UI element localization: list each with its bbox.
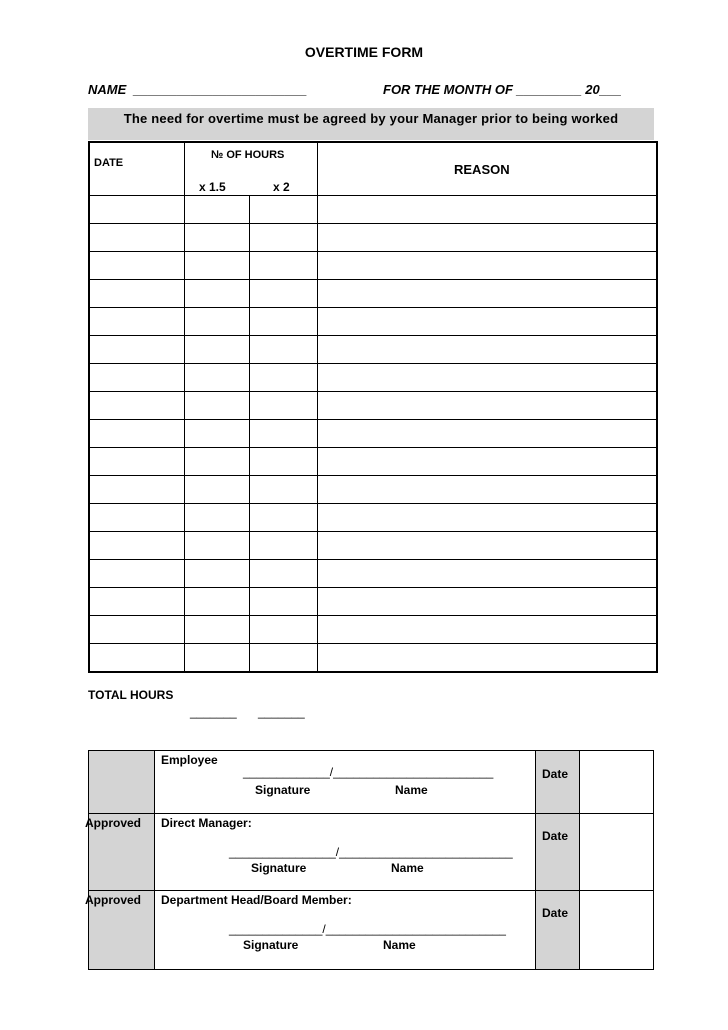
hours-1-5-cell[interactable] [185, 448, 250, 476]
hours-1-5-cell[interactable] [185, 504, 250, 532]
table-row [89, 560, 657, 588]
table-row [89, 420, 657, 448]
hours-1-5-cell[interactable] [185, 616, 250, 644]
date-cell[interactable] [89, 420, 185, 448]
total-hours-label: TOTAL HOURS [88, 688, 174, 702]
name-label: Name [383, 938, 416, 952]
approval-row-department-head [89, 891, 654, 970]
reason-cell[interactable] [318, 196, 658, 224]
date-cell[interactable] [89, 644, 185, 673]
table-row [89, 448, 657, 476]
date-cell[interactable] [89, 616, 185, 644]
table-row [89, 644, 657, 673]
date-cell[interactable] [89, 560, 185, 588]
reason-cell[interactable] [318, 224, 658, 252]
hours-header: № OF HOURS [211, 149, 285, 161]
table-row [89, 392, 657, 420]
approval-body-cell [155, 891, 536, 970]
table-row [89, 532, 657, 560]
hours-1-5-cell[interactable] [185, 196, 250, 224]
reason-cell[interactable] [318, 504, 658, 532]
form-title: OVERTIME FORM [304, 44, 424, 60]
signature-name-field[interactable]: ______________/___________________________ [229, 922, 506, 936]
approved-label-cell [85, 891, 155, 970]
signature-label: Signature [243, 938, 299, 952]
total-hours-2-field[interactable]: _______ [258, 705, 305, 719]
table-row [89, 308, 657, 336]
table-row [89, 280, 657, 308]
reason-cell[interactable] [318, 392, 658, 420]
reason-header: REASON [454, 162, 510, 177]
reason-cell[interactable] [318, 280, 658, 308]
approval-row-employee [89, 751, 654, 814]
overtime-notice: The need for overtime must be agreed by your Manager prior to being worked [88, 108, 654, 140]
date-label-cell [536, 891, 580, 970]
table-row [89, 336, 657, 364]
reason-cell[interactable] [318, 252, 658, 280]
hours-1-5-cell[interactable] [185, 532, 250, 560]
month-field[interactable]: FOR THE MONTH OF _________ 20___ [383, 82, 622, 97]
reason-cell[interactable] [318, 336, 658, 364]
date-cell[interactable] [89, 196, 185, 224]
table-row [89, 588, 657, 616]
role-label: Department Head/Board Member: [161, 893, 352, 907]
hours-2-cell[interactable] [250, 392, 318, 420]
reason-header-cell [318, 142, 658, 196]
reason-cell[interactable] [318, 364, 658, 392]
hours-1-5-cell[interactable] [185, 224, 250, 252]
hours-2-cell[interactable] [250, 252, 318, 280]
hours-1-5-cell[interactable] [185, 392, 250, 420]
approved-label-cell [85, 814, 155, 891]
hours-header-cell [185, 142, 318, 196]
approved-label-cell [89, 751, 155, 814]
table-row [89, 196, 657, 224]
hours-2-cell[interactable] [250, 476, 318, 504]
hours-2-cell[interactable] [250, 308, 318, 336]
hours-2-cell[interactable] [250, 504, 318, 532]
date-field[interactable] [580, 814, 654, 891]
rate-1-5-header: x 1.5 [199, 180, 226, 194]
reason-cell[interactable] [318, 644, 658, 673]
approved-label: Approved [85, 893, 142, 907]
reason-cell[interactable] [318, 560, 658, 588]
date-cell[interactable] [89, 336, 185, 364]
table-row [89, 364, 657, 392]
approval-row-manager [89, 814, 654, 891]
reason-cell[interactable] [318, 476, 658, 504]
approvals-table [85, 750, 654, 970]
table-row [89, 504, 657, 532]
approved-label: Approved [85, 816, 142, 830]
table-header-row [89, 142, 657, 196]
date-cell[interactable] [89, 252, 185, 280]
overtime-table [88, 141, 658, 673]
reason-cell[interactable] [318, 420, 658, 448]
hours-2-cell[interactable] [250, 644, 318, 673]
date-header-cell [89, 142, 185, 196]
approval-body-cell [155, 814, 536, 891]
date-cell[interactable] [89, 476, 185, 504]
reason-cell[interactable] [318, 532, 658, 560]
signature-name-field[interactable]: ________________/__________________________ [229, 845, 513, 859]
date-cell[interactable] [89, 392, 185, 420]
table-row [89, 476, 657, 504]
hours-1-5-cell[interactable] [185, 280, 250, 308]
date-label: Date [542, 767, 569, 781]
hours-1-5-cell[interactable] [185, 336, 250, 364]
reason-cell[interactable] [318, 588, 658, 616]
date-cell[interactable] [89, 448, 185, 476]
hours-2-cell[interactable] [250, 448, 318, 476]
hours-2-cell[interactable] [250, 196, 318, 224]
hours-1-5-cell[interactable] [185, 252, 250, 280]
role-label: Direct Manager: [161, 816, 252, 830]
date-field[interactable] [580, 891, 654, 970]
date-header: DATE [94, 157, 124, 169]
date-cell[interactable] [89, 504, 185, 532]
approval-body-cell [155, 751, 536, 814]
hours-1-5-cell[interactable] [185, 588, 250, 616]
hours-2-cell[interactable] [250, 280, 318, 308]
date-label-cell [536, 814, 580, 891]
date-cell[interactable] [89, 364, 185, 392]
employee-name-field[interactable]: NAME ________________________ [88, 82, 308, 97]
overtime-rows [89, 196, 657, 673]
date-field[interactable] [580, 751, 654, 814]
signature-name-field[interactable]: _____________/________________________ [243, 765, 494, 779]
hours-1-5-cell[interactable] [185, 364, 250, 392]
hours-2-cell[interactable] [250, 616, 318, 644]
hours-1-5-cell[interactable] [185, 476, 250, 504]
hours-2-cell[interactable] [250, 364, 318, 392]
hours-2-cell[interactable] [250, 560, 318, 588]
date-cell[interactable] [89, 532, 185, 560]
reason-cell[interactable] [318, 448, 658, 476]
hours-1-5-cell[interactable] [185, 420, 250, 448]
hours-2-cell[interactable] [250, 420, 318, 448]
date-cell[interactable] [89, 308, 185, 336]
hours-2-cell[interactable] [250, 224, 318, 252]
hours-1-5-cell[interactable] [185, 560, 250, 588]
hours-1-5-cell[interactable] [185, 644, 250, 673]
reason-cell[interactable] [318, 616, 658, 644]
date-cell[interactable] [89, 280, 185, 308]
table-row [89, 616, 657, 644]
date-cell[interactable] [89, 588, 185, 616]
signature-label: Signature [255, 783, 311, 797]
date-label: Date [542, 829, 569, 843]
reason-cell[interactable] [318, 308, 658, 336]
total-hours-1-5-field[interactable]: _______ [190, 705, 237, 719]
name-label: Name [395, 783, 428, 797]
hours-2-cell[interactable] [250, 588, 318, 616]
hours-1-5-cell[interactable] [185, 308, 250, 336]
date-label: Date [542, 906, 569, 920]
role-label: Employee [161, 753, 218, 767]
name-label: Name [391, 861, 424, 875]
hours-2-cell[interactable] [250, 336, 318, 364]
hours-2-cell[interactable] [250, 532, 318, 560]
date-label-cell [536, 751, 580, 814]
signature-label: Signature [251, 861, 307, 875]
date-cell[interactable] [89, 224, 185, 252]
table-row [89, 252, 657, 280]
table-row [89, 224, 657, 252]
rate-2-header: x 2 [273, 180, 290, 194]
